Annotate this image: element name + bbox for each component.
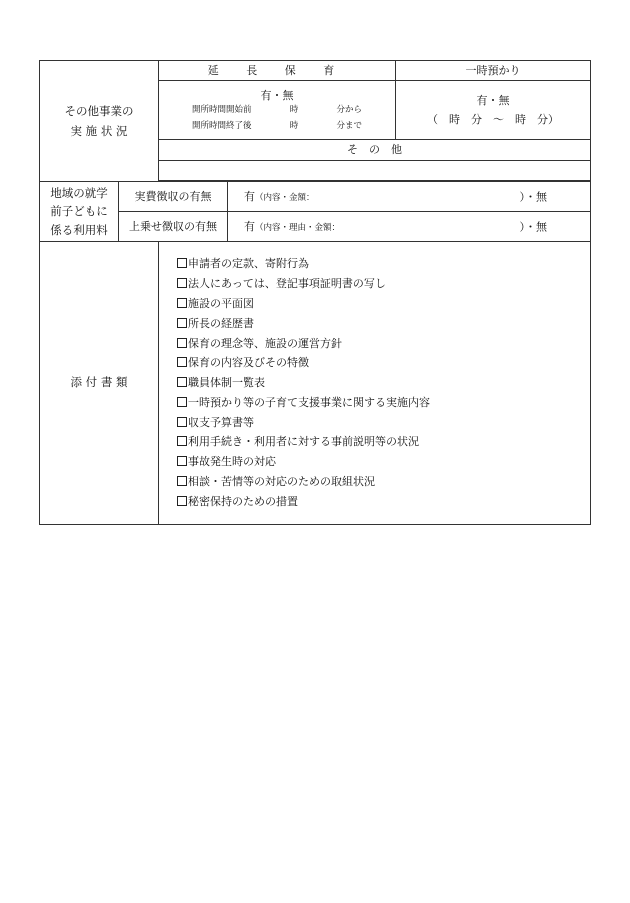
attachment-item-label: 法人にあっては、登記事項証明書の写し bbox=[188, 277, 386, 291]
extended-care-before-line bbox=[192, 105, 362, 115]
checkbox-icon[interactable] bbox=[177, 436, 187, 446]
before-min-field[interactable]: 分から bbox=[336, 105, 362, 116]
attachment-item[interactable] bbox=[177, 472, 590, 492]
attachment-item-label: 秘密保持のための措置 bbox=[188, 494, 298, 508]
before-hour-field[interactable]: 時 bbox=[289, 105, 299, 116]
others-header: そ の 他 bbox=[159, 140, 591, 161]
attachment-item-label: 保育の内容及びその特徴 bbox=[188, 356, 309, 370]
checkbox-icon[interactable] bbox=[177, 278, 187, 288]
surcharge-detail: （内容・理由・金額： bbox=[255, 222, 341, 233]
temporary-care-details bbox=[396, 81, 591, 140]
attachment-item[interactable] bbox=[177, 452, 590, 472]
checkbox-icon[interactable] bbox=[177, 476, 187, 486]
checkbox-icon[interactable] bbox=[177, 456, 187, 466]
attachment-item[interactable] bbox=[177, 274, 590, 294]
after-hour-field[interactable]: 時 bbox=[289, 120, 299, 131]
fees-label-line1: 地域の就学 bbox=[50, 185, 108, 200]
extended-care-after-line bbox=[192, 121, 362, 131]
attachment-item-label: 事故発生時の対応 bbox=[188, 455, 276, 469]
after-close-label: 開所時間終了後 bbox=[192, 120, 252, 131]
attachment-item[interactable] bbox=[177, 373, 590, 393]
extended-care-availability[interactable]: 有・無 bbox=[260, 89, 294, 103]
fees-label bbox=[40, 182, 119, 242]
attachment-item-label: 施設の平面図 bbox=[188, 296, 254, 310]
temporary-care-header: 一時預かり bbox=[396, 61, 591, 81]
checkbox-icon[interactable] bbox=[177, 357, 187, 367]
form-table bbox=[39, 60, 591, 525]
fees-label-line3: 係る利用料 bbox=[50, 222, 108, 237]
attachments-list-cell bbox=[159, 242, 591, 525]
attachment-item-label: 利用手続き・利用者に対する事前説明等の状況 bbox=[188, 435, 419, 449]
attachment-item[interactable] bbox=[177, 413, 590, 433]
attachment-item[interactable] bbox=[177, 294, 590, 314]
attachment-item[interactable] bbox=[177, 432, 590, 452]
temporary-care-availability[interactable]: 有・無 bbox=[476, 93, 510, 107]
attachment-item[interactable] bbox=[177, 393, 590, 413]
attachment-item[interactable] bbox=[177, 353, 590, 373]
attachment-item-label: 職員体制一覧表 bbox=[188, 376, 265, 390]
attachment-item-label: 保育の理念等、施設の運営方針 bbox=[188, 336, 342, 350]
extended-care-details bbox=[159, 81, 396, 140]
checkbox-icon[interactable] bbox=[177, 377, 187, 387]
before-open-label: 開所時間開始前 bbox=[192, 105, 252, 116]
application-form bbox=[39, 60, 590, 525]
other-services-label-line2: 実 施 状 況 bbox=[70, 124, 128, 138]
actual-cost-no[interactable]: ）・無 bbox=[519, 189, 547, 203]
checkbox-icon[interactable] bbox=[177, 417, 187, 427]
actual-cost-yes[interactable]: 有 bbox=[244, 189, 255, 203]
temporary-care-hours[interactable]: （ 時 分 ～ 時 分） bbox=[427, 113, 559, 126]
attachment-item-label: 相談・苦情等の対応のための取組状況 bbox=[188, 475, 375, 489]
checkbox-icon[interactable] bbox=[177, 338, 187, 348]
after-min-field[interactable]: 分まで bbox=[336, 120, 362, 131]
others-field[interactable] bbox=[159, 161, 591, 181]
checkbox-icon[interactable] bbox=[177, 318, 187, 328]
surcharge-field[interactable] bbox=[228, 212, 591, 242]
attachment-item[interactable] bbox=[177, 314, 590, 334]
surcharge-label: 上乗せ徴収の有無 bbox=[119, 212, 228, 242]
attachment-item[interactable] bbox=[177, 334, 590, 354]
actual-cost-label: 実費徴収の有無 bbox=[119, 182, 228, 212]
surcharge-yes[interactable]: 有 bbox=[244, 219, 255, 233]
actual-cost-detail: （内容・金額： bbox=[255, 192, 315, 203]
attachments-label: 添 付 書 類 bbox=[40, 242, 159, 525]
extended-care-header: 延 長 保 育 bbox=[159, 61, 396, 81]
attachment-item-label: 一時預かり等の子育て支援事業に関する実施内容 bbox=[188, 395, 430, 409]
checkbox-icon[interactable] bbox=[177, 496, 187, 506]
checkbox-icon[interactable] bbox=[177, 298, 187, 308]
attachments-list bbox=[159, 254, 590, 511]
checkbox-icon[interactable] bbox=[177, 397, 187, 407]
attachment-item-label: 収支予算書等 bbox=[188, 415, 254, 429]
surcharge-no[interactable]: ）・無 bbox=[519, 219, 547, 233]
checkbox-icon[interactable] bbox=[177, 258, 187, 268]
attachment-item-label: 所長の経歴書 bbox=[188, 316, 254, 330]
other-services-label bbox=[40, 61, 159, 182]
fees-label-line2: 前子どもに bbox=[50, 204, 108, 219]
attachment-item[interactable] bbox=[177, 254, 590, 274]
attachment-item[interactable] bbox=[177, 492, 590, 512]
attachment-item-label: 申請者の定款、寄附行為 bbox=[188, 257, 309, 271]
other-services-label-line1: その他事業の bbox=[64, 103, 134, 118]
actual-cost-field[interactable] bbox=[228, 182, 591, 212]
